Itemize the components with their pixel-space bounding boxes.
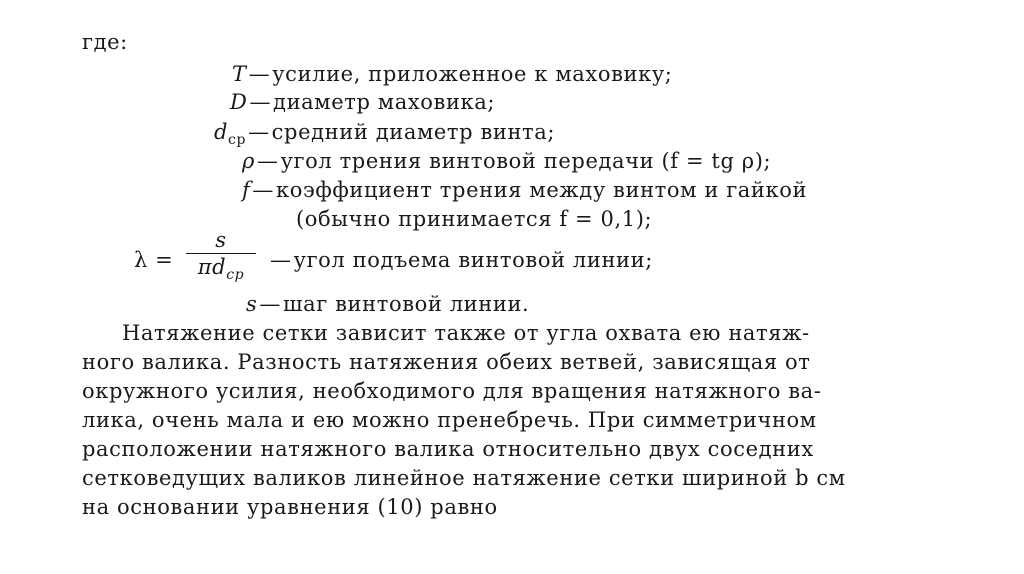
fraction-denominator	[186, 255, 256, 287]
lambda-fraction	[186, 228, 256, 287]
fraction-bar	[186, 253, 256, 254]
definition-f	[242, 176, 807, 205]
definition-D	[230, 88, 495, 117]
dash: —	[252, 178, 274, 202]
fraction-numerator: s	[215, 228, 227, 252]
denominator-subscript: ср	[226, 267, 245, 283]
symbol-subscript: ср	[228, 132, 247, 148]
definition-text: шаг винтовой линии.	[283, 292, 530, 316]
paragraph-line: Натяжение сетки зависит также от угла охвата ею натяж-	[122, 321, 810, 345]
definition-T	[232, 60, 672, 89]
lambda-definition	[268, 246, 653, 275]
definition-rho	[242, 147, 771, 176]
definition-text: угол подъема винтовой линии;	[293, 248, 653, 272]
dash: —	[249, 90, 272, 114]
symbol: f	[242, 178, 251, 202]
paragraph-line: сетковедущих валиков линейное натяжение сетки шириной b см	[82, 466, 846, 490]
paragraph-line: на основании уравнения (10) равно	[82, 495, 498, 519]
dash: —	[256, 149, 279, 173]
definition-f-note: (обычно принимается f = 0,1);	[296, 207, 653, 231]
definition-s	[246, 290, 529, 319]
dash: —	[248, 120, 270, 144]
symbol: s	[246, 292, 258, 316]
paragraph-line: окружного усилия, необходимого для вращения натяжного ва-	[82, 379, 822, 403]
paragraph-line: ного валика. Разность натяжения обеих ветвей, зависящая от	[82, 350, 811, 374]
symbol: ρ	[242, 149, 255, 173]
denominator-symbol: πd	[197, 255, 227, 279]
definition-text: коэффициент трения между винтом и гайкой	[275, 178, 808, 202]
paragraph-line: расположении натяжного валика относительно двух соседних	[82, 437, 814, 461]
definition-text: диаметр маховика;	[273, 90, 496, 114]
paragraph-line: лика, очень мала и ею можно пренебречь. При симметричном	[82, 408, 817, 432]
definition-text: средний диаметр винта;	[271, 120, 556, 144]
symbol: d	[214, 120, 229, 144]
dash: —	[270, 248, 292, 272]
dash: —	[259, 292, 281, 316]
where-label: где:	[82, 30, 128, 54]
dash: —	[248, 62, 271, 86]
symbol: D	[230, 90, 248, 114]
definition-text: угол трения винтовой передачи (f = tg ρ);	[280, 149, 772, 173]
symbol: T	[232, 62, 247, 86]
definition-text: усилие, приложенное к маховику;	[272, 62, 673, 86]
lambda-lhs: λ =	[134, 248, 174, 272]
